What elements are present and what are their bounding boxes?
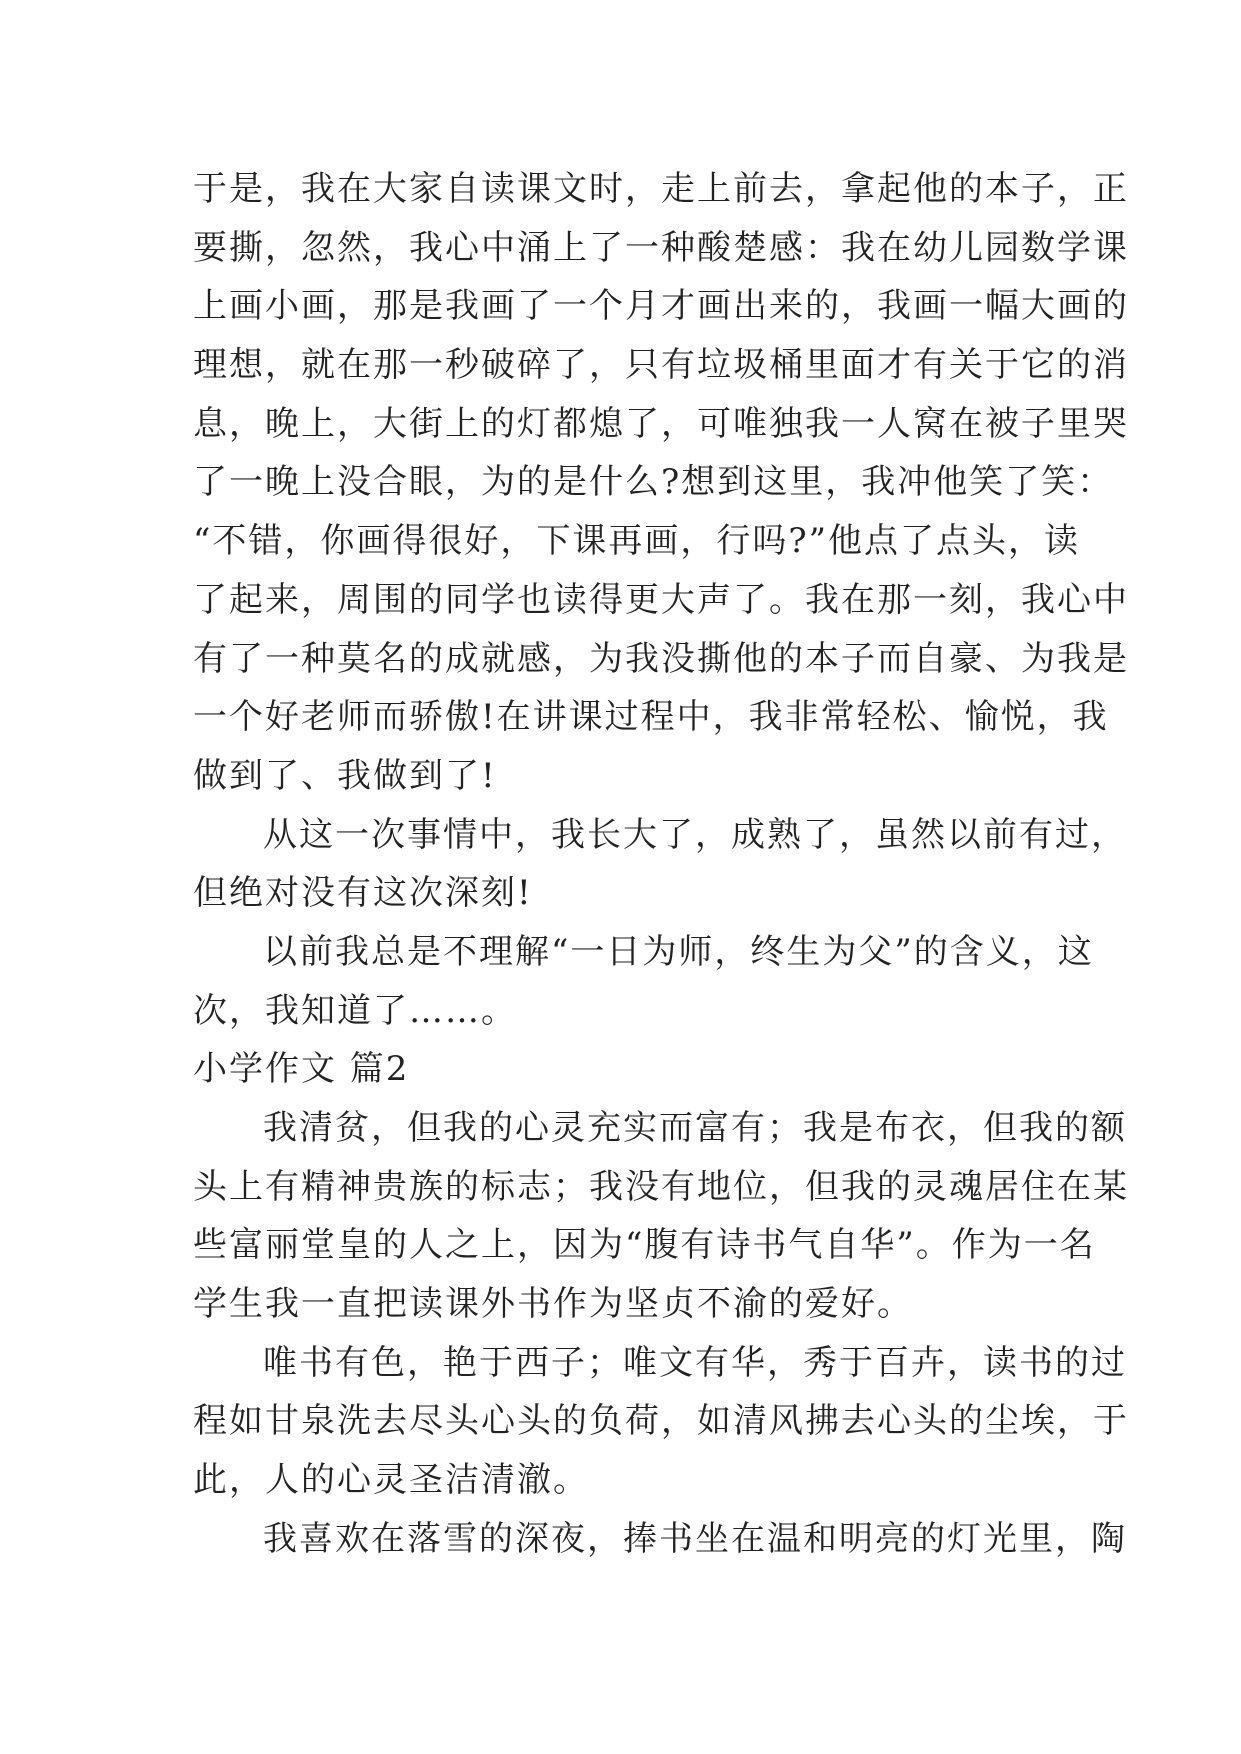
text-line: 程如甘泉洗去尽头心头的负荷，如清风拂去心头的尘埃，于: [193, 1401, 1129, 1442]
text-line: 一个好老师而骄傲!在讲课过程中，我非常轻松、愉悦，我: [193, 697, 1109, 738]
text-line: 头上有精神贵族的标志；我没有地位，但我的灵魂居住在某: [193, 1166, 1129, 1207]
text-line: 我清贫，但我的心灵充实而富有；我是布衣，但我的额: [263, 1108, 1127, 1148]
text-line: 我喜欢在落雪的深夜，捧书坐在温和明亮的灯光里，陶: [263, 1518, 1127, 1559]
text-line: “不错，你画得很好，下课再画，行吗?”他点了点头，读: [193, 521, 1080, 562]
text-line: 了起来，周围的同学也读得更大声了。我在那一刻，我心中: [193, 579, 1129, 620]
text-line: 但绝对没有这次深刻!: [193, 873, 533, 914]
text-line: 上画小画，那是我画了一个月才画出来的，我画一幅大画的: [193, 286, 1129, 327]
text-line: 此，人的心灵圣洁清澈。: [193, 1460, 589, 1501]
text-line: 唯书有色，艳于西子；唯文有华，秀于百卉，读书的过: [263, 1342, 1127, 1383]
text-line: 了一晚上没合眼，为的是什么?想到这里，我冲他笑了笑：: [193, 462, 1114, 503]
text-line: 于是，我在大家自读课文时，走上前去，拿起他的本子，正: [193, 169, 1129, 209]
text-line: 有了一种莫名的成就感，为我没撕他的本子而自豪、为我是: [193, 638, 1129, 679]
text-line: 学生我一直把读课外书作为坚贞不渝的爱好。: [193, 1284, 913, 1325]
text-line: 以前我总是不理解“一日为师，终生为父”的含义，这: [263, 931, 1094, 972]
text-line: 些富丽堂皇的人之上，因为“腹有诗书气自华”。作为一名: [193, 1225, 1096, 1266]
text-line: 理想，就在那一秒破碎了，只有垃圾桶里面才有关于它的消: [193, 345, 1129, 386]
text-line: 次，我知道了……。: [193, 990, 517, 1031]
text-line: 从这一次事情中，我长大了，成熟了，虽然以前有过，: [263, 814, 1127, 855]
text-line: 要撕，忽然，我心中涌上了一种酸楚感：我在幼儿园数学课: [193, 227, 1129, 268]
text-line: 做到了、我做到了!: [193, 755, 497, 796]
section-heading: 小学作文 篇2: [193, 1049, 410, 1090]
document-body: [193, 160, 1129, 1569]
text-line: 息，晚上，大街上的灯都熄了，可唯独我一人窝在被子里哭: [193, 403, 1129, 444]
